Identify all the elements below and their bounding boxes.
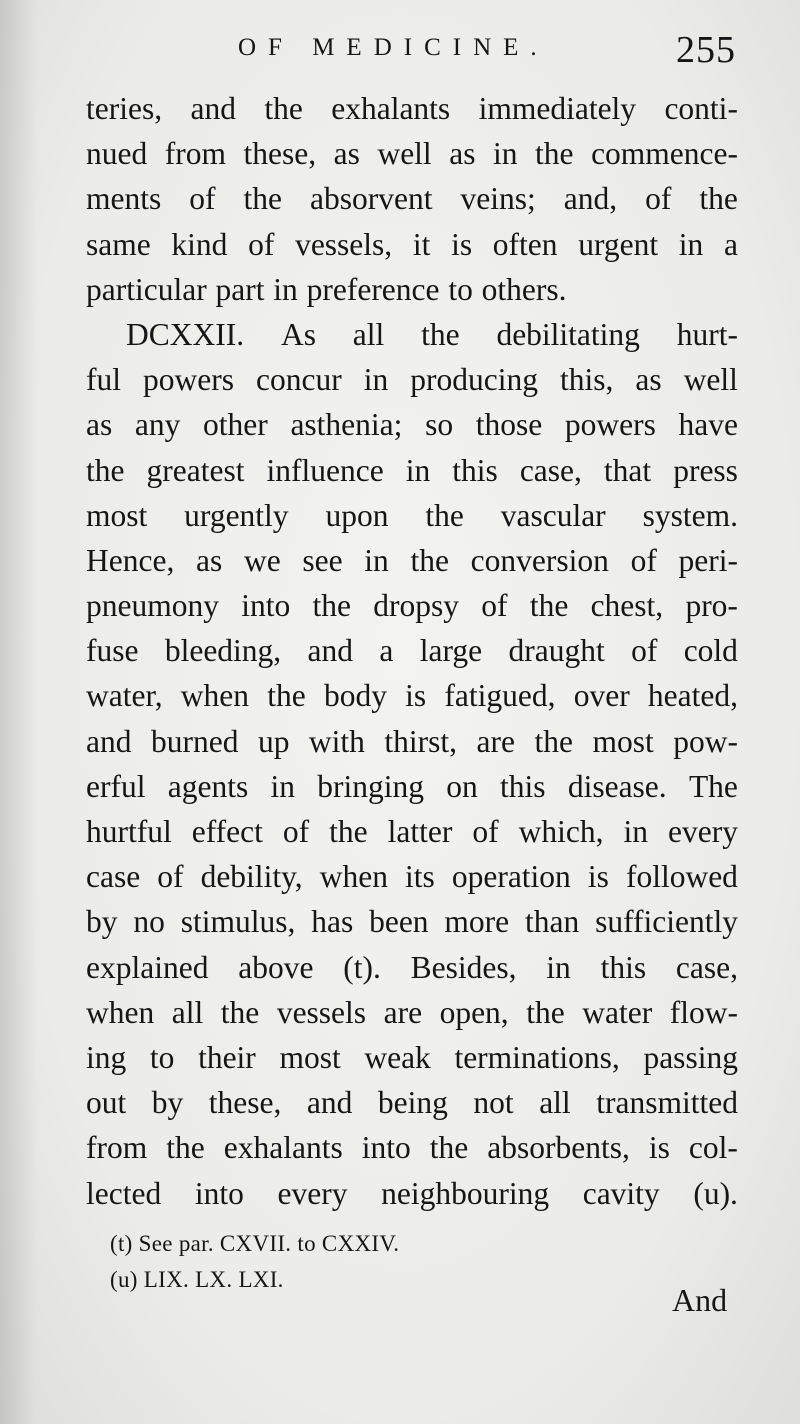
word: a [724,226,738,262]
word: peri- [678,542,738,578]
word: concur [256,362,342,398]
word: DCXXII. [126,316,245,352]
text-line [86,990,738,1035]
word: the [421,316,460,352]
word: often [492,226,558,262]
word: open, [439,994,509,1030]
word: on [446,768,478,804]
word: the [264,91,303,126]
word: all [171,994,204,1030]
word: the [86,452,125,488]
word: when [180,678,250,714]
word: asthenia; [290,407,403,443]
word: ments [86,181,162,217]
text-line [86,1125,738,1170]
word: and [190,91,236,126]
word: when [319,859,388,895]
word: body [323,678,387,714]
word: nued [86,136,148,172]
word: from [86,1130,148,1166]
word: preference [306,271,440,307]
footnote: (u) LIX. LX. LXI. [110,1267,284,1292]
word: into [241,588,291,624]
text-line [86,176,738,221]
word: as [86,407,113,443]
word: of [472,814,499,849]
word: disease. [567,768,667,804]
text-line [86,899,738,944]
word: draught [508,633,605,669]
word: than [525,904,580,940]
word: their [198,1039,256,1075]
word: Besides, [410,949,517,985]
catchword: And [672,1282,728,1318]
word: fuse [86,633,139,669]
text-line [86,267,738,312]
word: teries, [86,91,163,126]
word: bleeding, [164,633,282,669]
word: these, [208,1085,282,1121]
word: in [363,362,389,398]
page-gutter-shadow [0,0,38,1424]
word: hurtful [86,814,172,849]
word: neighbouring [381,1175,550,1211]
word: with [308,723,365,759]
word: operation [451,859,571,895]
word: into [361,1130,411,1166]
word: and, [563,181,618,217]
word: of [248,226,275,262]
word: conversion [470,542,609,578]
word: no [133,904,165,940]
word: being [377,1085,448,1121]
running-head [0,28,800,78]
word: every [668,814,738,849]
word: the [534,723,573,759]
word: agents [167,768,249,804]
word: been [369,904,429,940]
word: of [481,588,508,624]
word: As [280,316,316,352]
word: debilitating [496,316,640,352]
word: as [196,542,223,578]
word: fatigued, [444,678,556,714]
text-line [86,1080,738,1125]
word: every [277,1175,348,1211]
word: is [451,226,473,262]
word: when [86,994,155,1030]
word: latter [387,814,453,849]
word: case [86,859,141,895]
word: Hence, [86,542,175,578]
word: this [500,768,546,804]
word: in [678,226,704,262]
word: of [157,859,184,895]
word: dropsy [373,588,460,624]
word: in [270,768,295,804]
word: exhalants [331,91,451,126]
word: the [329,814,368,849]
word: in [273,271,298,307]
word: water, [86,678,163,714]
word: the [312,588,352,624]
word: of [631,633,658,669]
word: ing [86,1039,127,1075]
word: ful [86,362,121,398]
body-text [86,86,738,1216]
text-line [86,1035,738,1080]
word: lected [86,1175,162,1211]
word: in [364,542,389,578]
word: the [429,1130,469,1166]
word: urgently [184,497,289,533]
word: out [86,1085,127,1121]
word: its [405,859,435,895]
word: the [699,181,738,217]
word: pro- [685,588,738,624]
word: effect [191,814,263,849]
word: the [535,136,574,172]
word: absorvent [310,181,433,217]
word: passing [643,1039,738,1075]
text-line [86,131,738,176]
word: from [164,136,226,172]
word: that [603,452,652,488]
word: exhalants [223,1130,343,1166]
word: which, [518,814,604,849]
word: water [582,994,653,1030]
word: these, [243,136,317,172]
word: flow- [669,994,738,1030]
text-line [86,357,738,402]
word: the [425,497,464,533]
word: all [352,316,385,352]
word: not [473,1085,514,1121]
word: The [688,768,738,804]
word: influence [266,452,384,488]
word: immediately [478,91,637,126]
word: particular [86,271,207,307]
text-line [86,854,738,899]
word: by [86,904,118,940]
word: erful [86,768,146,804]
word: of [282,814,310,849]
word: vessels, [295,226,393,262]
word: we [243,542,281,578]
text-line [86,402,738,447]
word: chest, [590,588,664,624]
word: col- [688,1130,738,1166]
word: explained [86,949,209,985]
word: is [648,1130,670,1166]
word: bringing [317,768,425,804]
footnotes [110,1226,710,1298]
footnote: (t) See par. CXVII. to CXXIV. [110,1231,400,1256]
word: system. [642,497,738,533]
text-line [86,222,738,267]
word: and [86,723,132,759]
word: part [215,271,265,307]
text-line [86,1171,738,1216]
word: case, [519,452,582,488]
word: powers [143,362,234,398]
word: press [673,452,738,488]
text-line [86,764,738,809]
word: cold [683,633,738,669]
word: thirst, [384,723,458,759]
word: those [475,407,543,443]
word: as [449,136,476,172]
running-head-title: OF MEDICINE. [238,34,549,61]
word: by [151,1085,184,1121]
word: the [267,678,306,714]
word: producing [410,362,538,398]
text-line [86,628,738,673]
word: burned [150,723,239,759]
word: followed [625,859,738,895]
word: this [452,452,498,488]
word: commence- [591,136,738,172]
word: this [600,949,647,985]
word: the [529,588,569,624]
word: large [419,633,483,669]
word: in [623,814,649,849]
word: any [134,407,181,443]
word: the [526,994,565,1030]
word: vascular [500,497,606,533]
word: urgent [578,226,659,262]
word: debility, [200,859,303,895]
word: greatest [146,452,245,488]
word: over [573,678,630,714]
word: most [592,723,654,759]
text-line [86,448,738,493]
word: of [630,542,657,578]
word: well [683,362,738,398]
word: sufficiently [595,904,738,940]
word: conti- [664,91,738,126]
word: up [257,723,290,759]
word: are [476,723,515,759]
word: other [203,407,268,443]
word: powers [564,407,656,443]
word: it [412,226,431,262]
word: heated, [647,678,738,714]
word: in [546,949,571,985]
word: vessels [276,994,367,1030]
text-line [86,809,738,854]
word: veins; [460,181,536,217]
word: is [405,678,427,714]
word: and [306,1085,353,1121]
word: more [444,904,510,940]
word: have [678,407,738,443]
word: pow- [673,723,738,759]
word: terminations, [454,1039,620,1075]
word: has [311,904,354,940]
text-line [86,583,738,628]
word: as [333,136,360,172]
word: to [149,1039,175,1075]
word: pneumony [86,588,219,624]
word: and [307,633,354,669]
word: a [379,633,394,669]
text-line [86,86,738,131]
word: hurt- [676,316,738,352]
word: stimulus, [180,904,296,940]
word: see [302,542,343,578]
word: the [166,1130,205,1166]
word: above [238,949,314,985]
word: are [383,994,423,1030]
word: transmitted [596,1085,738,1121]
word: case, [675,949,738,985]
text-line [86,538,738,583]
word: kind [171,226,228,262]
word: into [194,1175,244,1211]
text-line [86,945,738,990]
text-line [86,719,738,764]
word: this, [560,362,614,398]
word: is [587,859,609,895]
word: all [539,1085,571,1121]
word: the [243,181,283,217]
word: to [448,271,473,307]
word: weak [364,1039,431,1075]
word: upon [325,497,389,533]
word: in [493,136,518,172]
word: (u). [693,1175,738,1211]
text-line [86,673,738,718]
text-line [86,312,738,357]
word: of [645,181,672,217]
word: absorbents, [487,1130,630,1166]
text-line [86,493,738,538]
word: the [220,994,260,1030]
page-number: 255 [676,29,736,71]
word: well [377,136,432,172]
word: most [86,497,148,533]
word: others. [481,271,567,307]
word: so [425,407,454,443]
word: most [279,1039,341,1075]
word: same [86,226,151,262]
word: the [410,542,449,578]
word: of [189,181,216,217]
word: (t). [343,949,381,985]
word: cavity [582,1175,660,1211]
word: in [405,452,431,488]
word: as [635,362,662,398]
